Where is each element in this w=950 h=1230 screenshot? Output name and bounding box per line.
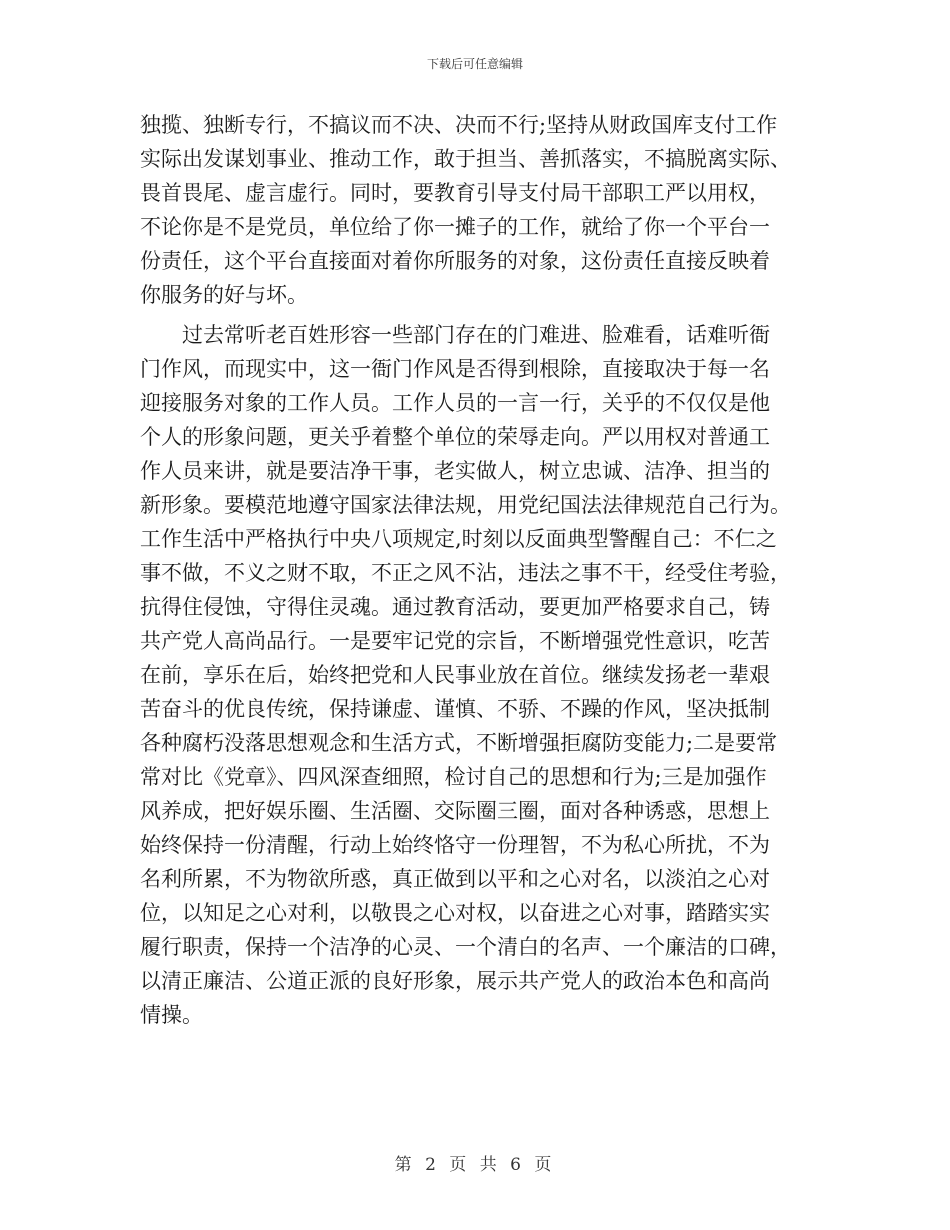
text-line: 常对比《党章》、四风深查细照，检讨自己的思想和行为;三是加强作 — [140, 765, 767, 789]
text-line: 迎接服务对象的工作人员。工作人员的一言一行，关乎的不仅仅是他 — [140, 391, 770, 415]
text-line: 履行职责，保持一个洁净的心灵、一个清白的名声、一个廉洁的口碑， — [140, 935, 791, 959]
paragraph-1 — [140, 108, 810, 312]
text-line: 工作生活中严格执行中央八项规定,时刻以反面典型警醒自己：不仁之 — [140, 527, 777, 551]
text-line: 始终保持一份清醒，行动上始终恪守一份理智，不为私心所扰，不为 — [140, 833, 770, 857]
text-line: 畏首畏尾、虚言虚行。同时，要教育引导支付局干部职工严以用权， — [140, 181, 770, 205]
text-line: 过去常听老百姓形容一些部门存在的门难进、脸难看，话难听衙 — [140, 323, 770, 347]
text-line: 风养成，把好娱乐圈、生活圈、交际圈三圈，面对各种诱惑，思想上 — [140, 799, 770, 823]
text-line: 共产党人高尚品行。一是要牢记党的宗旨，不断增强党性意识，吃苦 — [140, 629, 770, 653]
text-line: 门作风，而现实中，这一衙门作风是否得到根除，直接取决于每一名 — [140, 357, 770, 381]
text-line: 不论你是不是党员，单位给了你一摊子的工作，就给了你一个平台一 — [140, 215, 770, 239]
text-line: 以清正廉洁、公道正派的良好形象，展示共产党人的政治本色和高尚 — [140, 969, 770, 993]
text-line: 新形象。要模范地遵守国家法律法规，用党纪国法法律规范自己行为。 — [140, 493, 791, 517]
text-line: 苦奋斗的优良传统，保持谦虚、谨慎、不骄、不躁的作风，坚决抵制 — [140, 697, 770, 721]
text-line: 情操。 — [140, 1003, 203, 1027]
paragraph-2 — [140, 318, 810, 1032]
text-line: 作人员来讲，就是要洁净干事，老实做人，树立忠诚、洁净、担当的 — [140, 459, 770, 483]
text-line: 抗得住侵蚀，守得住灵魂。通过教育活动，要更加严格要求自己，铸 — [140, 595, 770, 619]
text-line: 份责任，这个平台直接面对着你所服务的对象，这份责任直接反映着 — [140, 249, 770, 273]
document-body — [140, 108, 810, 1032]
text-line: 名利所累，不为物欲所惑，真正做到以平和之心对名，以淡泊之心对 — [140, 867, 770, 891]
page-header: 下载后可任意编辑 — [426, 57, 523, 71]
text-line: 各种腐朽没落思想观念和生活方式，不断增强拒腐防变能力;二是要常 — [140, 731, 778, 755]
text-line: 独揽、独断专行，不搞议而不决、决而不行;坚持从财政国库支付工作 — [140, 113, 778, 137]
text-line: 在前，享乐在后，始终把党和人民事业放在首位。继续发扬老一辈艰 — [140, 663, 770, 687]
text-line: 你服务的好与坏。 — [140, 283, 308, 307]
text-line: 实际出发谋划事业、推动工作，敢于担当、善抓落实，不搞脱离实际、 — [140, 147, 791, 171]
text-line: 位，以知足之心对利，以敬畏之心对权，以奋进之心对事，踏踏实实 — [140, 901, 770, 925]
text-line: 事不做，不义之财不取，不正之风不沾，违法之事不干，经受住考验， — [140, 561, 791, 585]
text-line: 个人的形象问题，更关乎着整个单位的荣辱走向。严以用权对普通工 — [140, 425, 770, 449]
page-footer: 第 2 页 共 6 页 — [394, 1155, 556, 1175]
